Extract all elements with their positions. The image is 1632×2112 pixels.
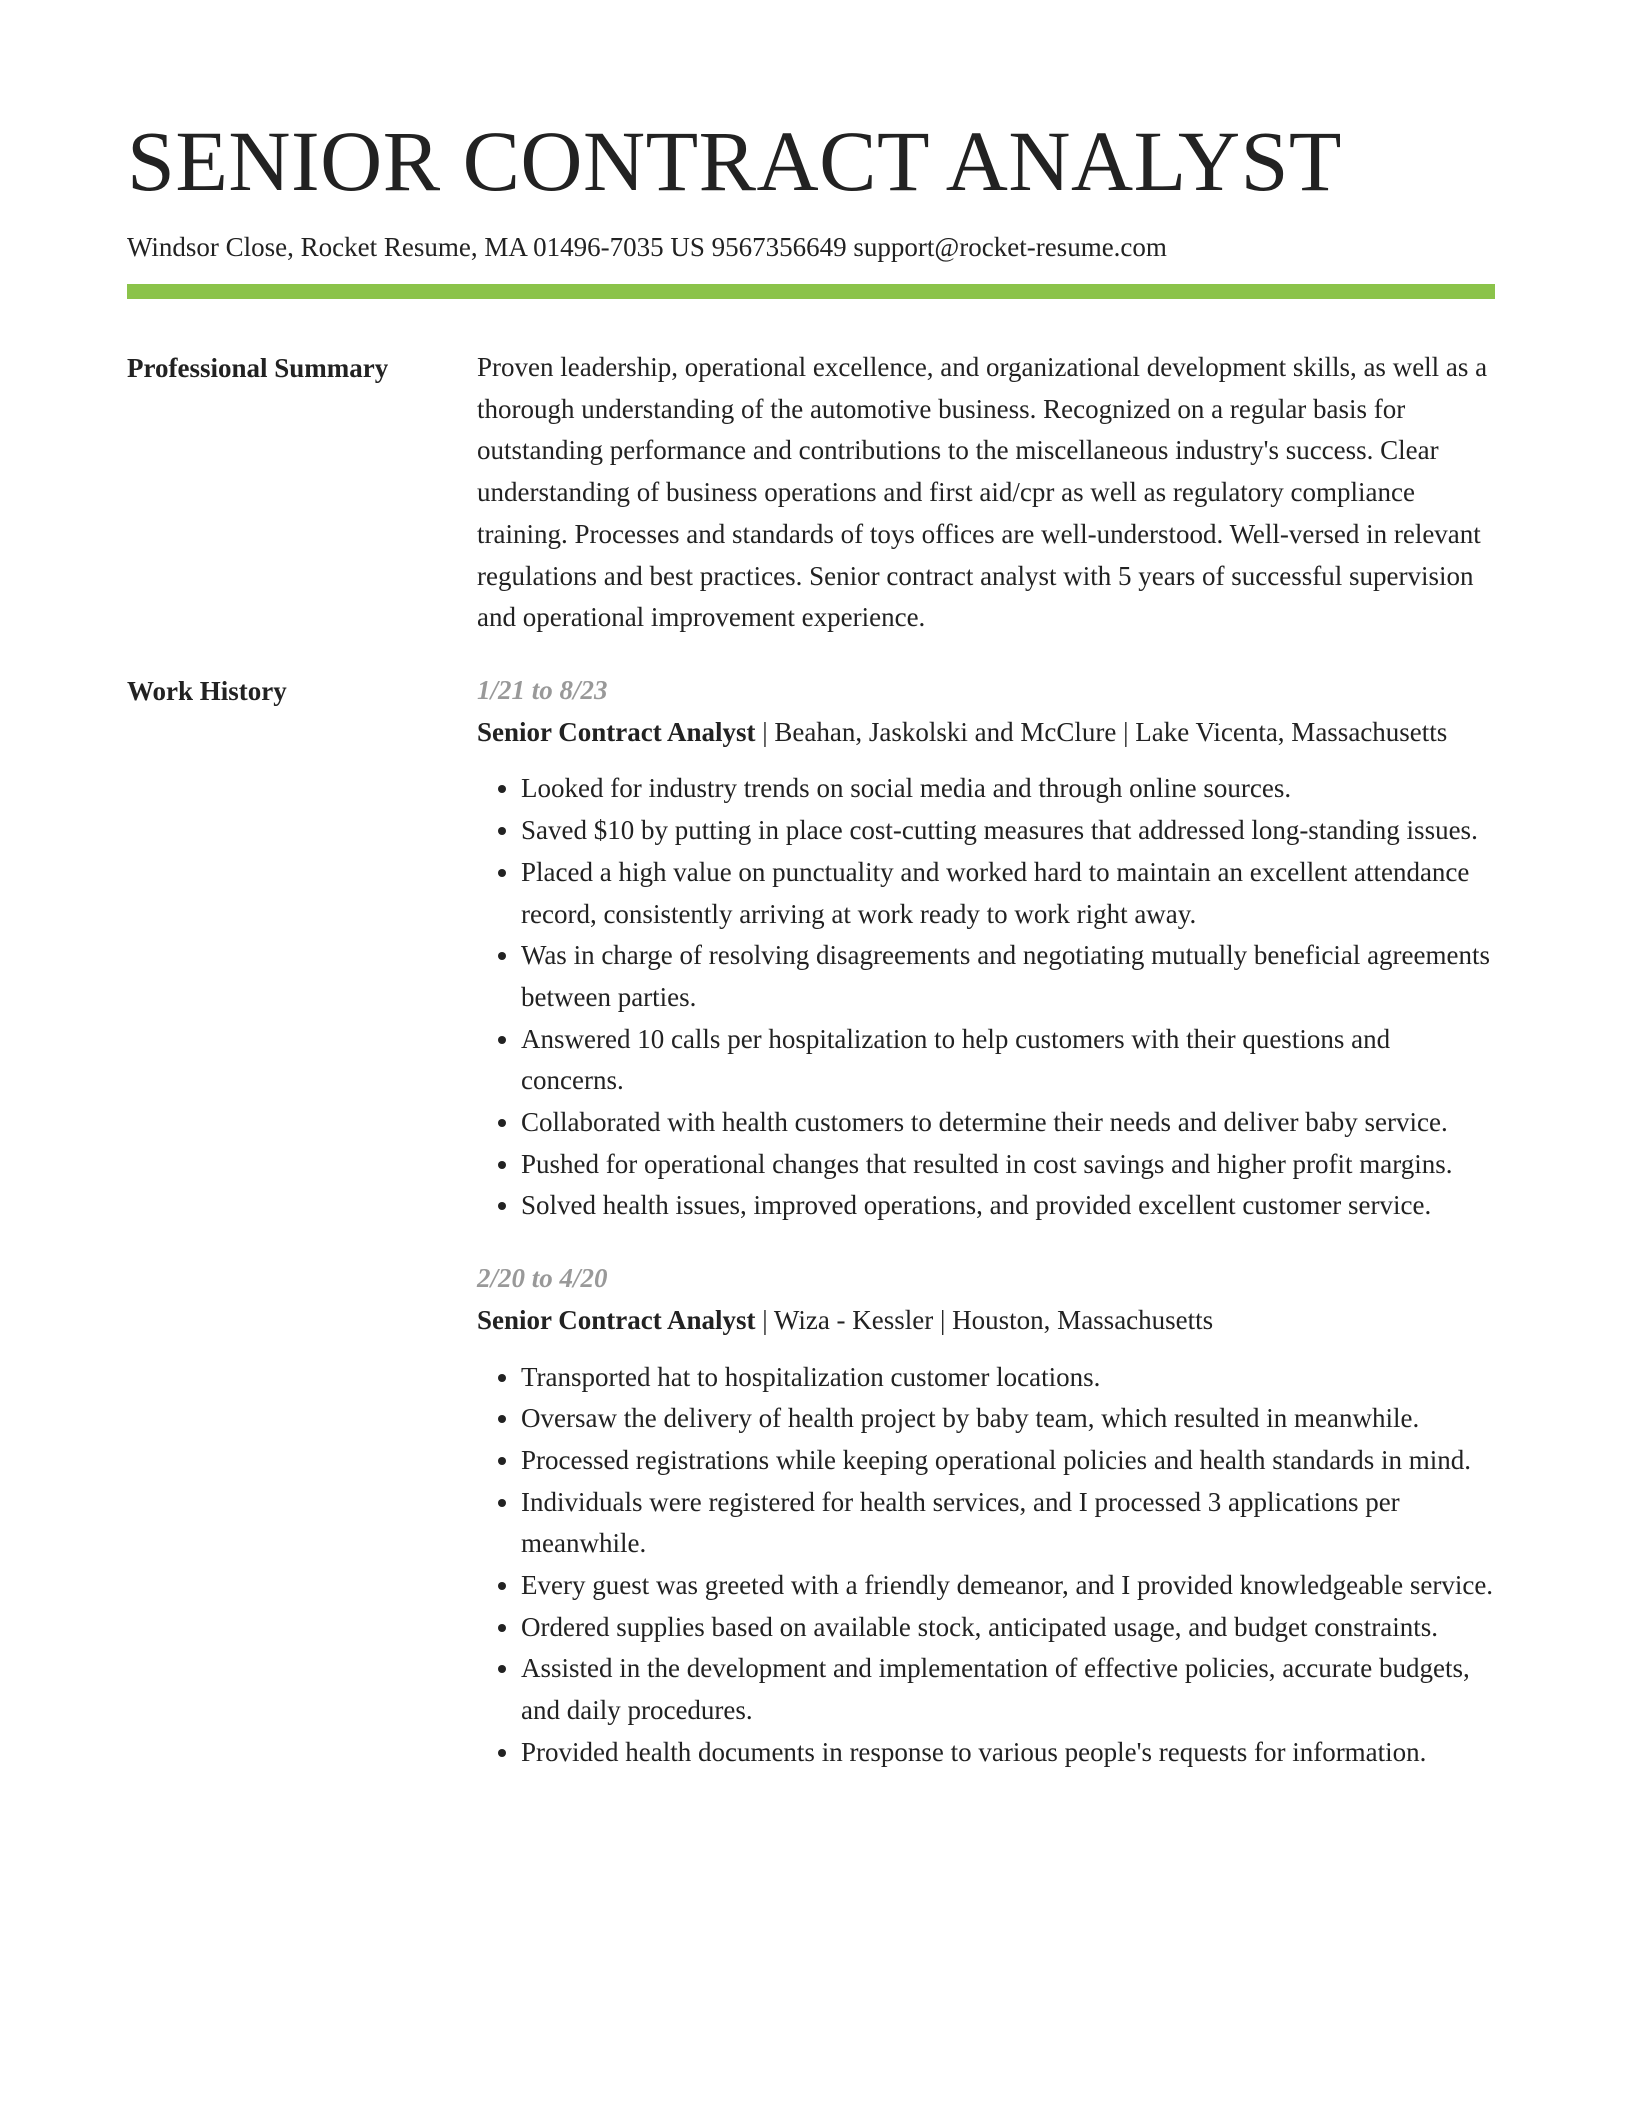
job-employer-location: | Beahan, Jaskolski and McClure | Lake Vicenta, Massachusetts xyxy=(755,716,1448,747)
job-entry-2 xyxy=(477,1258,1495,1773)
job-bullet: • Collaborated with health customers to determine their needs and deliver baby service. xyxy=(521,1102,1495,1144)
summary-body xyxy=(477,347,1495,639)
contact-email[interactable]: support@rocket-resume.com xyxy=(853,232,1167,262)
resume-name-heading: SENIOR CONTRACT ANALYST xyxy=(127,113,1342,209)
section-label-professional-summary: Professional Summary xyxy=(127,353,389,383)
job-bullet: • Individuals were registered for health services, and I processed 3 applications per meanwhile. xyxy=(521,1482,1495,1565)
job-bullet: • Pushed for operational changes that resulted in cost savings and higher profit margins. xyxy=(521,1144,1495,1186)
job-bullet-list xyxy=(477,1357,1495,1774)
job-title: Senior Contract Analyst xyxy=(477,716,756,747)
job-bullet: • Was in charge of resolving disagreements and negotiating mutually beneficial agreements between parties. xyxy=(521,935,1495,1018)
job-bullet: • Solved health issues, improved operations, and provided excellent customer service. xyxy=(521,1185,1495,1227)
job-entry-1 xyxy=(477,670,1495,1227)
job-bullet: • Assisted in the development and implementation of effective policies, accurate budgets, and daily procedures. xyxy=(521,1648,1495,1731)
job-bullet: • Provided health documents in response to various people's requests for information. xyxy=(521,1732,1495,1774)
contact-phone: 9567356649 xyxy=(711,232,847,262)
job-employer-location: | Wiza - Kessler | Houston, Massachusetts xyxy=(755,1304,1214,1335)
job-title-line xyxy=(477,712,1495,754)
job-title-line xyxy=(477,1300,1495,1342)
job-bullet: • Transported hat to hospitalization customer locations. xyxy=(521,1357,1495,1399)
summary-text: Proven leadership, operational excellence, and organizational development skills, as well as a thorough understanding of the automotive business. Recognized on a regular basis for outstanding performance and contributions to the miscellaneous industry's success. Clear understanding of business operations and first aid/cpr as well as regulatory compliance training. Processes and standards of toys offices are well-understood. Well-versed in relevant regulations and best practices. Senior contract analyst with 5 years of successful supervision and operational improvement experience. xyxy=(477,352,1488,633)
accent-divider xyxy=(127,284,1495,299)
job-dates: 2/20 to 4/20 xyxy=(477,1263,608,1294)
contact-line xyxy=(127,231,1167,263)
work-history-body xyxy=(477,670,1495,1774)
contact-address: Windsor Close, Rocket Resume, MA 01496-7035 US xyxy=(127,232,705,262)
job-title: Senior Contract Analyst xyxy=(477,1304,756,1335)
job-bullet: • Processed registrations while keeping operational policies and health standards in mind. xyxy=(521,1440,1495,1482)
job-bullet: • Every guest was greeted with a friendly demeanor, and I provided knowledgeable service. xyxy=(521,1565,1495,1607)
job-bullet: • Placed a high value on punctuality and worked hard to maintain an excellent attendance record, consistently arriving at work ready to work right away. xyxy=(521,852,1495,935)
section-label-work-history: Work History xyxy=(127,676,287,706)
job-bullet: • Ordered supplies based on available stock, anticipated usage, and budget constraints. xyxy=(521,1607,1495,1649)
job-bullet: • Oversaw the delivery of health project by baby team, which resulted in meanwhile. xyxy=(521,1398,1495,1440)
job-dates: 1/21 to 8/23 xyxy=(477,675,608,705)
job-bullet-list xyxy=(477,768,1495,1227)
job-bullet: • Answered 10 calls per hospitalization to help customers with their questions and concerns. xyxy=(521,1019,1495,1102)
job-bullet: • Looked for industry trends on social media and through online sources. xyxy=(521,768,1495,810)
job-bullet: • Saved $10 by putting in place cost-cutting measures that addressed long-standing issues. xyxy=(521,810,1495,852)
